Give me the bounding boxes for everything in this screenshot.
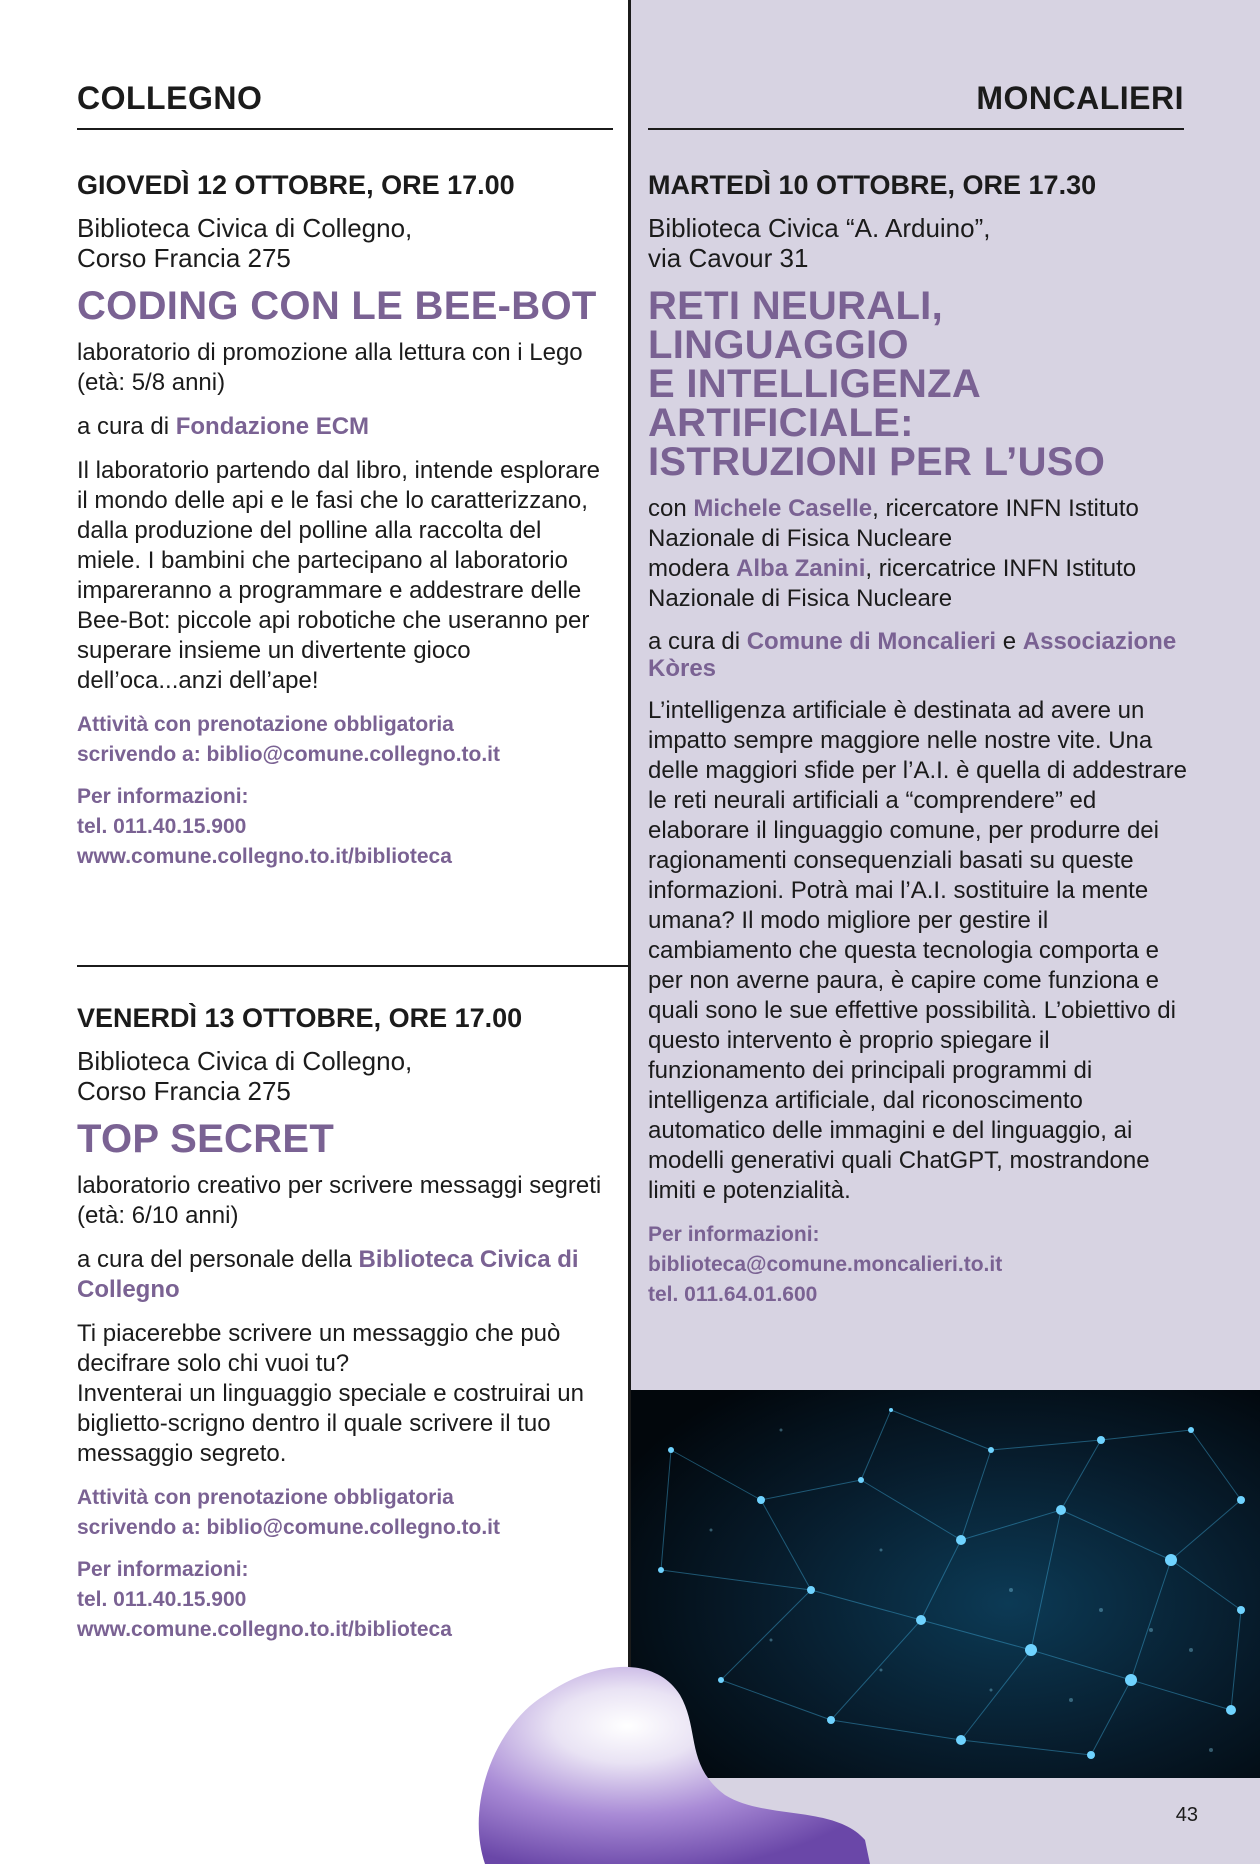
- header-rule: [77, 128, 613, 130]
- venue-line: Corso Francia 275: [77, 243, 291, 273]
- speaker-role: , ricercatore INFN Istituto Nazionale di Fisica Nucleare: [648, 495, 1139, 552]
- booking-email[interactable]: scrivendo a: biblio@comune.collegno.to.it: [77, 743, 501, 766]
- info-label: Per informazioni:: [77, 785, 249, 808]
- info-block: [77, 1555, 607, 1645]
- speaker-prefix: con: [648, 495, 694, 522]
- curator-prefix: a cura di: [648, 628, 747, 655]
- event-speaker: [648, 494, 1188, 554]
- curator-name: Comune di Moncalieri: [746, 628, 997, 655]
- event-description: Inventerai un linguaggio speciale e costruirai un biglietto-scrigno dentro il quale scrivere il tuo messaggio segreto.: [77, 1380, 584, 1467]
- moderator-name: Alba Zanini: [736, 555, 866, 582]
- section-header-collegno: COLLEGNO: [77, 80, 263, 116]
- curator-name: Fondazione ECM: [175, 413, 370, 440]
- event-curator: [648, 628, 1188, 682]
- curator-join: e: [996, 628, 1023, 655]
- info-web-link[interactable]: www.comune.collegno.to.it/biblioteca: [77, 845, 452, 868]
- event-title: CODING CON LE BEE-BOT: [77, 284, 597, 328]
- speaker-name: Michele Caselle: [693, 495, 873, 522]
- event-moderator: [648, 554, 1188, 614]
- booking-note: [77, 1483, 607, 1543]
- title-line: LINGUAGGIO: [648, 323, 909, 367]
- event-bee-bot: [77, 170, 607, 884]
- title-line: ISTRUZIONI PER L’USO: [648, 440, 1106, 484]
- venue-line: via Cavour 31: [648, 243, 809, 273]
- section-header-moncalieri: MONCALIERI: [976, 80, 1184, 116]
- title-line: RETI NEURALI,: [648, 284, 944, 328]
- event-description: L’intelligenza artificiale è destinata ad avere un impatto sempre maggiore nelle nostre vite. Una delle maggiori sfide per l’A.I. è quella di addestrare le reti neurali artificiali a “comprendere” ed elaborare il linguaggio comune, per produrre dei ragionamenti consequenziali basati su queste informazioni. Potrà mai l’A.I. sostituire la mente umana? Il modo migliore per gestire il cambiamento che questa tecnologia comporta e per non averne paura, è capire come funziona e quali sono le sue effettive possibilità. L’obiettivo di questo intervento è proprio spiegare il funzionamento dei principali programmi di intelligenza artificiale, dal riconoscimento automatico delle immagini e del linguaggio, ai modelli generativi quali ChatGPT, mostrandone limiti e potenzialità.: [648, 697, 1187, 1204]
- event-title: [648, 284, 1188, 484]
- booking-email[interactable]: scrivendo a: biblio@comune.collegno.to.it: [77, 1516, 501, 1539]
- info-email[interactable]: biblioteca@comune.moncalieri.to.it: [648, 1253, 1003, 1276]
- event-date: VENERDÌ 13 OTTOBRE, ORE 17.00: [77, 1003, 523, 1033]
- event-description: Il laboratorio partendo dal libro, intende esplorare il mondo delle api e le fasi che lo caratterizzano, dalla produzione del polline alla raccolta del miele. I bambini che partecipano al laboratorio impareranno a programmare e addestrare delle Bee-Bot: piccole api robotiche che useranno per superare insieme un divertente gioco dell’oca...anzi dell’ape!: [77, 457, 600, 694]
- info-tel[interactable]: tel. 011.64.01.600: [648, 1283, 818, 1306]
- event-curator: [77, 412, 607, 442]
- event-top-secret: [77, 1003, 607, 1657]
- booking-note: [77, 710, 607, 770]
- info-tel[interactable]: tel. 011.40.15.900: [77, 1588, 247, 1611]
- title-line: ARTIFICIALE:: [648, 401, 914, 445]
- event-venue: [648, 213, 1188, 273]
- moderator-role: , ricercatrice INFN Istituto Nazionale di Fisica Nucleare: [648, 555, 1137, 612]
- curator-name: Associazione Kòres: [648, 628, 1177, 682]
- info-block: [648, 1220, 1188, 1310]
- page-number: 43: [1175, 1804, 1198, 1826]
- event-reti-neurali: [648, 170, 1188, 1322]
- event-title: TOP SECRET: [77, 1117, 335, 1161]
- header-rule: [648, 128, 1184, 130]
- venue-line: Biblioteca Civica “A. Arduino”,: [648, 213, 991, 243]
- curator-name: Biblioteca Civica di Collegno: [77, 1246, 579, 1303]
- event-venue: [77, 1046, 607, 1106]
- venue-line: Biblioteca Civica di Collegno,: [77, 1046, 413, 1076]
- curator-prefix: a cura del personale della: [77, 1246, 359, 1273]
- event-date: GIOVEDÌ 12 OTTOBRE, ORE 17.00: [77, 170, 515, 200]
- event-venue: [77, 213, 607, 273]
- info-tel[interactable]: tel. 011.40.15.900: [77, 815, 247, 838]
- event-subtitle: laboratorio di promozione alla lettura con i Lego (età: 5/8 anni): [77, 339, 583, 396]
- event-curator: [77, 1245, 607, 1305]
- booking-line: Attività con prenotazione obbligatoria: [77, 713, 454, 736]
- event-subtitle: laboratorio creativo per scrivere messaggi segreti (età: 6/10 anni): [77, 1172, 602, 1229]
- event-description: Ti piacerebbe scrivere un messaggio che può decifrare solo chi vuoi tu?: [77, 1320, 561, 1377]
- curator-prefix: a cura di: [77, 413, 176, 440]
- moderator-prefix: modera: [648, 555, 737, 582]
- booking-line: Attività con prenotazione obbligatoria: [77, 1486, 454, 1509]
- event-date: MARTEDÌ 10 OTTOBRE, ORE 17.30: [648, 170, 1097, 200]
- event-separator: [77, 965, 628, 967]
- title-line: E INTELLIGENZA: [648, 362, 982, 406]
- info-web-link[interactable]: www.comune.collegno.to.it/biblioteca: [77, 1618, 452, 1641]
- venue-line: Biblioteca Civica di Collegno,: [77, 213, 413, 243]
- decorative-blob: [465, 1655, 875, 1864]
- info-block: [77, 782, 607, 872]
- venue-line: Corso Francia 275: [77, 1076, 291, 1106]
- info-label: Per informazioni:: [77, 1558, 249, 1581]
- info-label: Per informazioni:: [648, 1223, 820, 1246]
